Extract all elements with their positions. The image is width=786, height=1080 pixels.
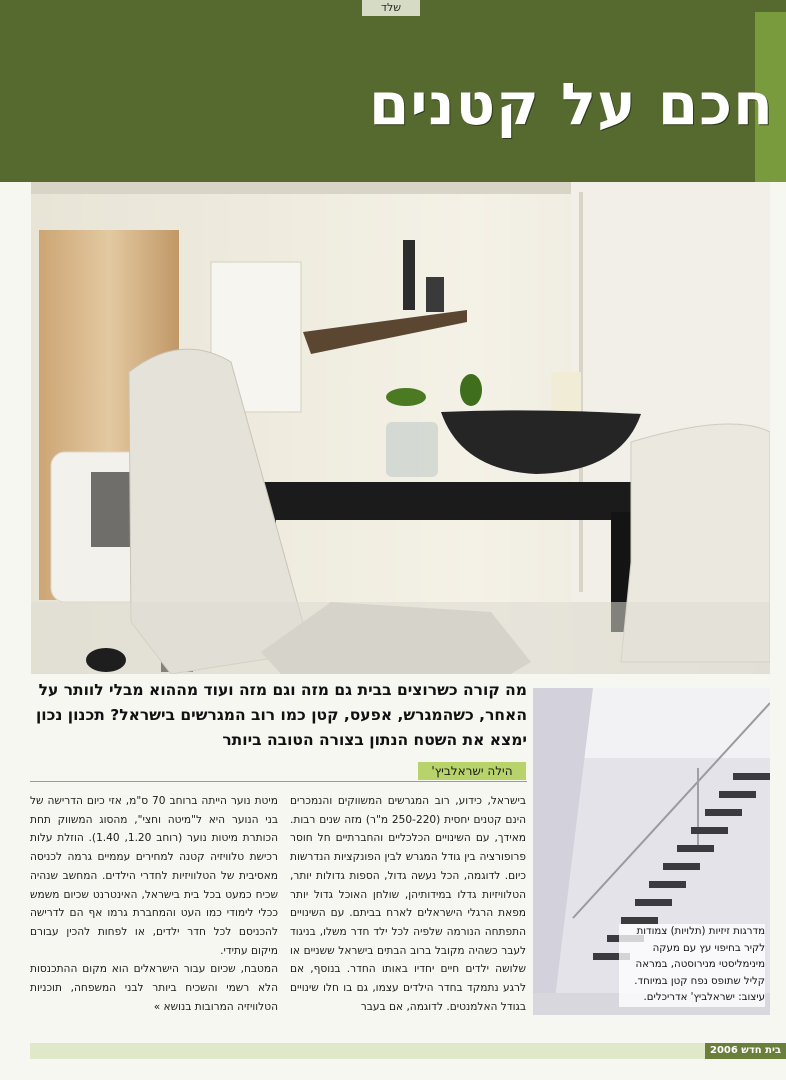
author-credit: הילה ישראלביץ' <box>418 762 526 780</box>
body-paragraph: מיטת נוער הייתה ברוחב 70 ס"מ, אזי כיום הדרישה של בני הנוער היא ל"מיטה וחצי", מהסוג המשווק תחת הכותרת מיטות נוער (רוחב 1.20, 1.40). הוזלת עלות רכישת טלוויזיה קטנה למחירים עממיים גרמה לכניסה מאסיבית של הטלוויזיות לחדרי הילדים. המחשב שנהיה שכיח כמעט בכל בית בישראל, האינטרנט שכיום משמש ככלי לימודי כמו העט והמחברת גרמו אף הם לדרישה להכניסם לכל חדר ילדים, או לפחות להכין עבורם מיקום עתידי. <box>30 795 278 957</box>
body-paragraph: בישראל, כידוע, רוב המגרשים המשווקים והנמכרים הינם קטנים יחסית (250-220 מ"ר) מזה שנים רבות. מאידך, עם השינויים הכלכליים והחברתיים חל חוסר פרופורציה בין גודל המגרש לבין הפונקציות הנדרשות כיום. לדוגמה, הכל נעשה גדול, הספות גדולות יותר, הטלוויזיות גדלו במידותיהן, שולחן האוכל גדול יותר מפאת הרגלי הישראלים לארח בביתם. עם השינויים התפתחה הנורמה שלפיה לכל ילד חדר משלו, בניגוד לעבר כשהיה מקובל ברוב הבתים בישראל ששניים או שלושה ילדים חיים יחדיו באותו החדר. בנוסף, אם לרגע נתמקד בחדר הילדים עצמו, גם בו חלו שינויים בגודל האלמנטים. לדוגמה, אם בעבר <box>290 795 526 1013</box>
body-column-right <box>290 792 526 1016</box>
body-column-left <box>30 792 278 1016</box>
body-paragraph: המטבח, שכיום עבור הישראלים הוא מקום ההתכנסות הלא רשמי והשכיח ביותר לבני המשפחה, תוכניות הטלוויזיה המרובות בנושא » <box>30 963 278 1013</box>
dining-room-photo <box>31 182 770 674</box>
photo-caption: מדרגות זיזיות (תלויות) צמודות לקיר בחיפוי עץ עם מעקה מינימליסטי מנירוסטה, במראה קליל שתופס נפח קטן במיוחד. עיצוב: ישראלביץ' אדריכלים. <box>619 924 765 1007</box>
footer-strip <box>30 1043 770 1059</box>
section-tab: שלד <box>362 0 420 16</box>
page-title: חכם על קטנים <box>368 70 774 138</box>
lead-paragraph: מה קורה כשרוצים בבית גם מזה וגם מזה ועוד מההוא מבלי לוותר על האחר, כשהמגרש, אפעס, קטן כמו רוב המגרשים בישראל? תכנון נכון ימצא את השטח הנתון בצורה הטובה ביותר <box>35 681 527 749</box>
divider <box>30 781 527 782</box>
footer-magazine-label: בית חדש 2006 <box>705 1043 786 1059</box>
